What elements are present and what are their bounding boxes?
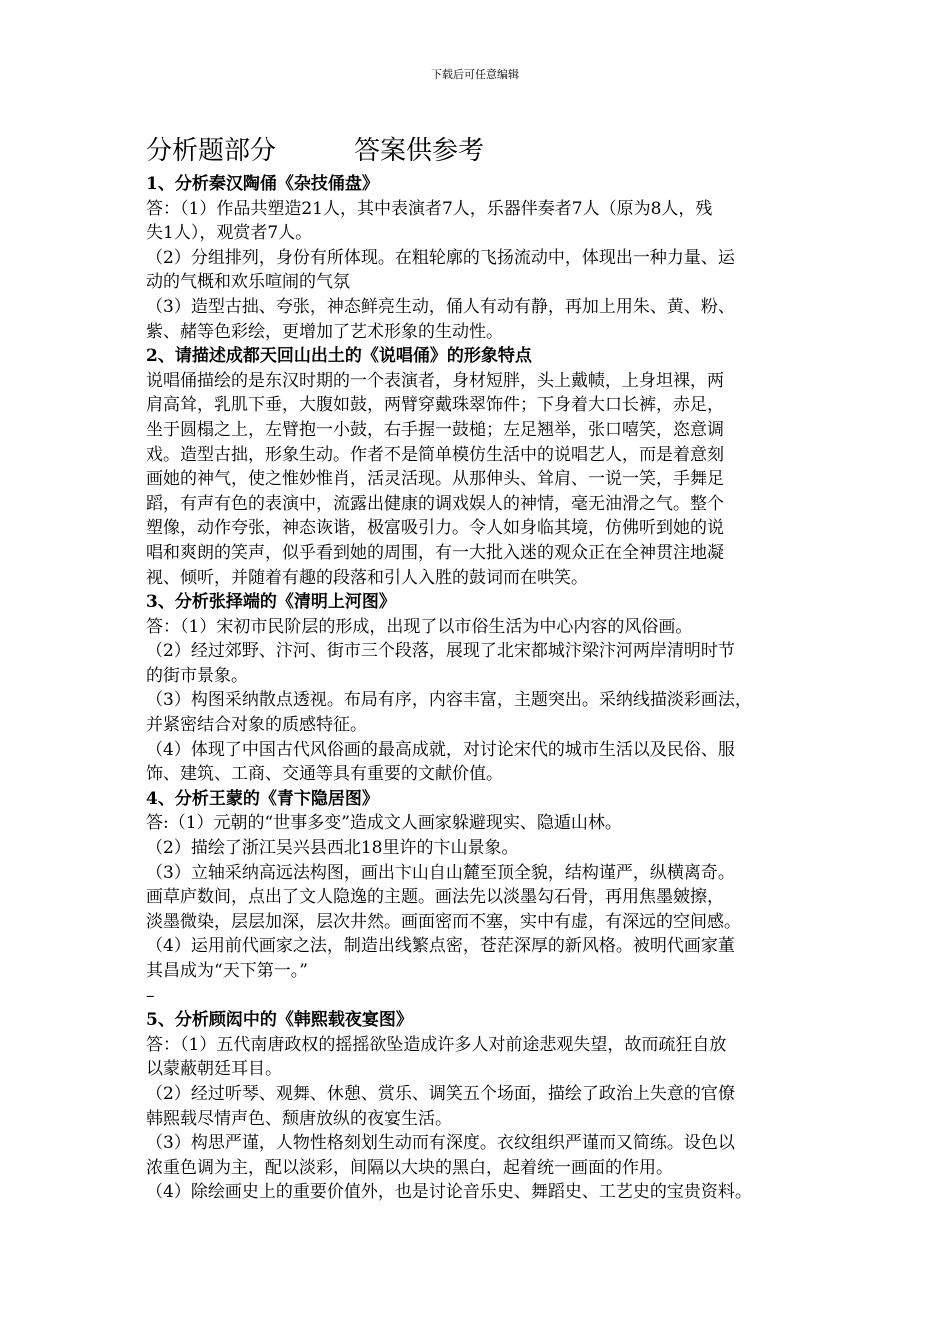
text-line: 淡墨微染，层层加深，层次井然。画面密而不塞，实中有虚，有深远的空间感。 xyxy=(146,911,741,932)
text-line: 画她的神气，使之惟妙惟肖，活灵活现。从那伸头、耸肩、一说一笑，手舞足 xyxy=(146,469,724,490)
text-line: （2）经过听琴、观舞、休憩、赏乐、调笑五个场面，描绘了政治上失意的官僚 xyxy=(146,1083,735,1104)
text-line: 其昌成为“天下第一。” xyxy=(146,961,308,981)
text-line: 韩熙载尽情声色、颓唐放纵的夜宴生活。 xyxy=(146,1108,452,1129)
text-line: 的街市景象。 xyxy=(146,665,248,686)
text-line: （3）立轴采纳高远法构图，画出卞山自山麓至顶全貌，结构谨严，纵横离奇。 xyxy=(146,862,735,883)
text-line: 唱和爽朗的笑声，似乎看到她的周围，有一大批入迷的观众正在全神贯注地凝 xyxy=(146,542,724,563)
page-header: 下载后可任意编辑 xyxy=(431,68,519,81)
text-line: 蹈，有声有色的表演中，流露出健康的调戏娱人的神情，毫无油滑之气。整个 xyxy=(146,493,724,514)
text-line: （2）描绘了浙江吴兴县西北18里许的卞山景象。 xyxy=(146,838,519,859)
text-line: 说唱俑描绘的是东汉时期的一个表演者，身材短胖，头上戴帻，上身坦裸，两 xyxy=(146,370,724,391)
text-line: 坐于圆榻之上，左臂抱一小鼓，右手握一鼓槌；左足翘举，张口嘻笑，恣意调 xyxy=(146,419,724,440)
text-line: 浓重色调为主，配以淡彩，间隔以大块的黑白，起着统一画面的作用。 xyxy=(146,1157,673,1178)
text-line: 答：（1）宋初市民阶层的形成，出现了以市俗生活为中心内容的风俗画。 xyxy=(146,616,693,637)
text-line: 答：（1）五代南唐政权的摇摇欲坠造成许多人对前途悲观失望，故而疏狂自放 xyxy=(146,1034,727,1055)
text-line: （3）造型古拙、夸张，神态鲜亮生动，俑人有动有静，再加上用朱、黄、粉、 xyxy=(146,296,735,317)
text-line: 答:（1）元朝的“世事多变”造成文人画家躲避现实、隐遁山林。 xyxy=(146,813,622,834)
text-lines xyxy=(146,172,818,1205)
text-line: （4）除绘画史上的重要价值外，也是讨论音乐史、舞蹈史、工艺史的宝贵资料。 xyxy=(146,1182,752,1203)
document-title: 分析题部分 答案供参考 xyxy=(146,136,485,166)
text-line: 紫、赭等色彩绘，更增加了艺术形象的生动性。 xyxy=(146,321,503,342)
document-body xyxy=(146,132,818,1205)
text-line: 以蒙蔽朝廷耳目。 xyxy=(146,1059,282,1080)
text-line: （2）经过郊野、汴河、街市三个段落，展现了北宋都城汴梁汴河两岸清明时节 xyxy=(146,641,735,662)
text-line: – xyxy=(146,985,155,1006)
text-line: 并紧密结合对象的质感特征。 xyxy=(146,715,367,736)
text-line: 塑像，动作夸张，神态诙谐，极富吸引力。令人如身临其境，仿佛听到她的说 xyxy=(146,518,724,539)
text-line: 动的气概和欢乐喧闹的气氛 xyxy=(146,272,350,293)
question-heading: 2、请描述成都天回山出土的《说唱俑》的形象特点 xyxy=(146,346,532,367)
text-line: 肩高耸，乳肌下垂，大腹如鼓，两臂穿戴珠翠饰件；下身着大口长裤，赤足， xyxy=(146,395,724,416)
question-heading: 5、分析顾闳中的《韩熙载夜宴图》 xyxy=(146,1010,413,1031)
text-line: 饰、建筑、工商、交通等具有重要的文献价值。 xyxy=(146,764,503,785)
question-heading: 1、分析秦汉陶俑《杂技俑盘》 xyxy=(146,174,379,194)
question-heading: 3、分析张择端的《清明上河图》 xyxy=(146,592,396,613)
text-line: （3）构思严谨，人物性格刻划生动而有深度。衣纹组织严谨而又简练。设色以 xyxy=(146,1133,735,1154)
text-line: 答：（1）作品共塑造21人，其中表演者7人，乐器伴奏者7人（原为8人，残 xyxy=(146,198,713,219)
text-line: 失1人），观赏者7人。 xyxy=(146,223,313,244)
text-line: 画草庐数间，点出了文人隐逸的主题。画法先以淡墨勾石骨，再用焦墨皴擦， xyxy=(146,887,724,908)
question-heading: 4、分析王蒙的《青卞隐居图》 xyxy=(146,788,379,809)
text-line: 视、倾听，并随着有趣的段落和引人入胜的鼓词而在哄笑。 xyxy=(146,567,588,588)
text-line: 戏。造型古拙，形象生动。作者不是简单模仿生活中的说唱艺人，而是着意刻 xyxy=(146,444,724,465)
text-line: （2）分组排列，身份有所体现。在粗轮廓的飞扬流动中，体现出一种力量、运 xyxy=(146,247,735,268)
text-line: （4）体现了中国古代风俗画的最高成就，对讨论宋代的城市生活以及民俗、服 xyxy=(146,739,735,760)
text-line: （4）运用前代画家之法，制造出线繁点密，苍茫深厚的新风格。被明代画家董 xyxy=(146,936,735,957)
text-line: （3）构图采纳散点透视。布局有序，内容丰富，主题突出。采纳线描淡彩画法， xyxy=(146,690,752,711)
